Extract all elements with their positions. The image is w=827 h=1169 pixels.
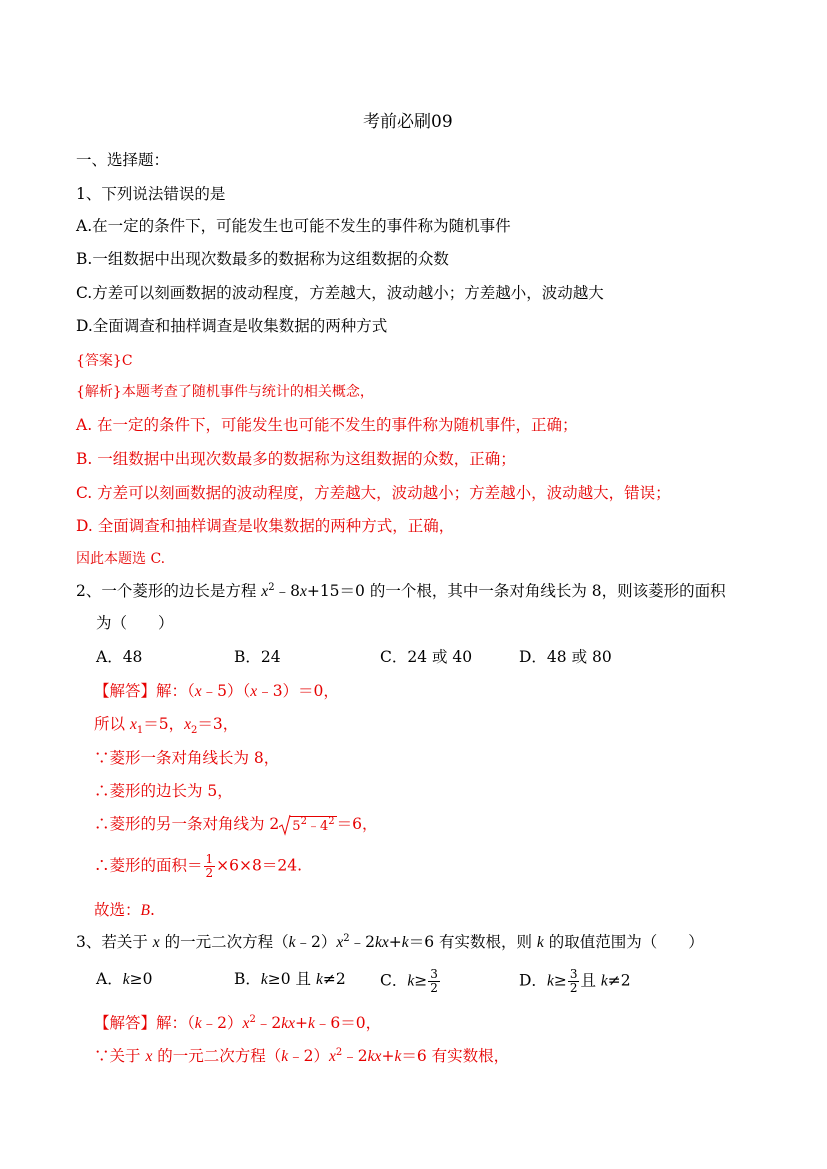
page-title: 考前必刷09 [363,112,453,132]
q1-option-b: B.一组数据中出现次数最多的数据称为这组数据的众数 [76,250,449,268]
q2-stem-line2: 为（ ） [96,614,174,632]
q1-analysis-line-a: A. 在一定的条件下，可能发生也可能不发生的事件称为随机事件，正确； [76,416,578,434]
q3-solution-2: ∵关于 x 的一元二次方程$(k﹣2)x^2﹣2kx+k=6$ 有实数根， [94,1047,510,1065]
q1-analysis: {解析}本题考查了随机事件与统计的相关概念， [76,384,374,400]
q2-option-b: B．24 [234,648,281,666]
q3-option-a: A．k≥0 [96,970,153,988]
q2-equation: $x^2﹣8x+15=0$ [261,582,365,600]
q3-solution-1 [94,1012,381,1035]
fraction-three-halves: $\frac{3}{2}$ [430,967,438,995]
q1-option-c: C.方差可以刻画数据的波动程度，方差越大，波动越小；方差越小，波动越大 [76,284,604,302]
q2-option-a: A．48 [96,648,143,666]
q1-answer: {答案}C [76,353,133,369]
q2-solution-4: ∴菱形的边长为 5， [94,782,233,800]
q2-solution-2: 所以 $x_1=5$，$x_2=3$， [94,715,239,736]
q1-analysis-line-b: B. 一组数据中出现次数最多的数据称为这组数据的众数，正确； [76,450,516,468]
q2-stem-part-a: 2、一个菱形的边长是方程 [76,582,262,600]
q2-option-d: D．48 或 80 [519,648,612,666]
q2-stem [76,580,726,603]
q3-stem: 3、若关于 x 的一元二次方程$(k﹣2)x^2﹣2kx+k=6$ 有实数根，则 k 的取值范围为（ ） [76,933,704,951]
q2-solution-3: ∵菱形一条对角线长为 8， [94,749,280,767]
q1-analysis-line-d: D. 全面调查和抽样调查是收集数据的两种方式，正确， [76,517,455,535]
q1-conclusion: 因此本题选 C. [76,551,166,567]
q1-analysis-line-c: C. 方差可以刻画数据的波动程度，方差越大，波动越小；方差越小，波动越大，错误； [76,484,671,502]
q2-option-c: C．24 或 40 [380,648,473,666]
q2-solution-label: 【解答】 [94,682,157,700]
q1-stem: 1、下列说法错误的是 [76,185,226,203]
q3-option-d: D．k≥ $\frac{3}{2}$ 且 k≠2 [519,967,631,995]
q1-option-d: D.全面调查和抽样调查是收集数据的两种方式 [76,317,388,335]
q2-solution-6: ∴菱形的面积＝ $\frac{1}{2}$ ×6×8＝24. [94,852,303,880]
q2-solution-eq: 解：（x﹣5）（x﹣3）＝0， [156,682,339,700]
section-heading: 一、选择题： [76,151,170,169]
q3-option-c: C．k≥ $\frac{3}{2}$ [380,967,438,995]
fraction-one-half: $\frac{1}{2}$ [205,852,214,880]
q2-solution-7: 故选：B. [94,901,155,919]
q2-stem-part-b: 的一个根，其中一条对角线长为 8，则该菱形的面积 [364,582,726,600]
q2-solution-5: ∴菱形的另一条对角线为 2 $5^2﹣4^2 =6$， [94,815,378,834]
q1-option-a: A.在一定的条件下，可能发生也可能不发生的事件称为随机事件 [76,217,511,235]
sqrt-expression: $5^2﹣4^2$ [279,814,336,836]
q3-solution-eq: 解：$(k﹣2)x^2﹣2kx+k﹣6=0$， [156,1014,382,1032]
q2-solution-1 [94,680,339,703]
q3-option-b: B．k≥0 且 k≠2 [234,970,346,988]
q3-solution-label: 【解答】 [94,1014,157,1032]
fraction-three-halves: $\frac{3}{2}$ [569,967,578,995]
